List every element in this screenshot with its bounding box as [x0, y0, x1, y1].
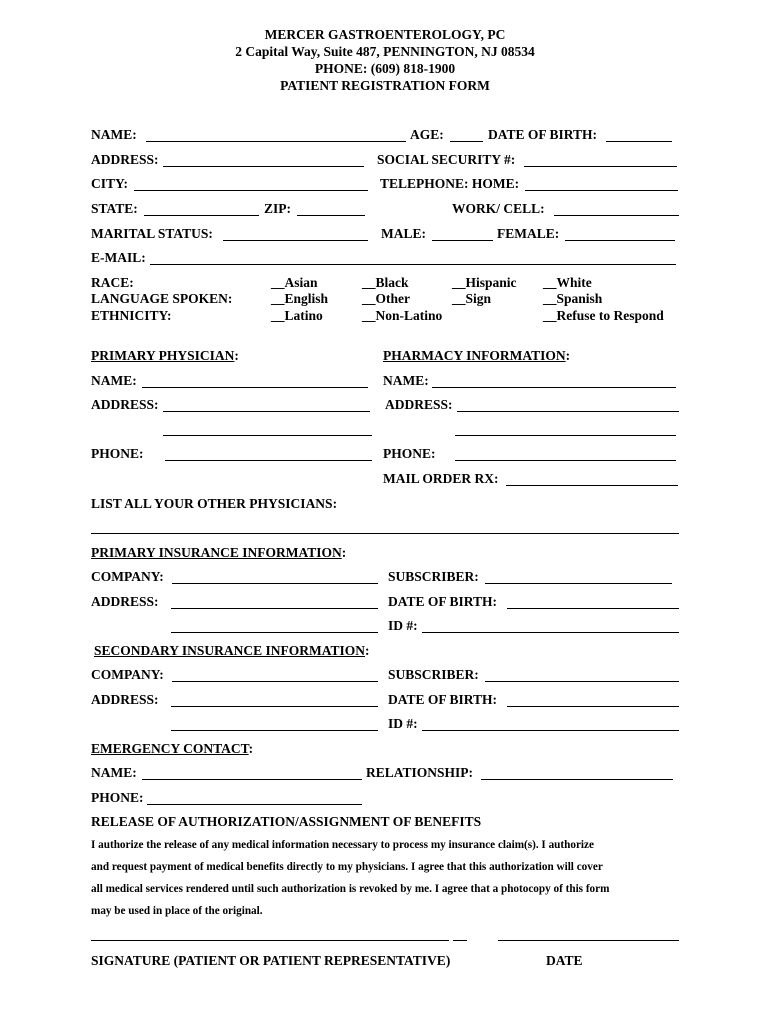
primary-physician-heading: PRIMARY PHYSICIAN:: [91, 348, 239, 363]
emergency-phone-label: PHONE:: [91, 790, 144, 805]
primary-insurance-heading: PRIMARY INSURANCE INFORMATION:: [91, 545, 347, 560]
secondary-dob-field[interactable]: [507, 706, 679, 707]
emergency-heading-text: EMERGENCY CONTACT: [91, 741, 249, 756]
option-sign[interactable]: __Sign: [452, 291, 492, 306]
physician-address-label: ADDRESS:: [91, 397, 159, 412]
option-white[interactable]: __White: [543, 275, 592, 290]
mail-order-field[interactable]: [506, 485, 678, 486]
secondary-subscriber-field[interactable]: [485, 681, 679, 682]
secondary-insurance-heading: SECONDARY INSURANCE INFORMATION:: [94, 643, 370, 658]
primary-address-label: ADDRESS:: [91, 594, 159, 609]
ssn-label: SOCIAL SECURITY #:: [377, 152, 516, 167]
relationship-field[interactable]: [481, 779, 673, 780]
option-english[interactable]: __English: [271, 291, 329, 306]
physician-address-field[interactable]: [163, 411, 370, 412]
option-latino[interactable]: __Latino: [271, 308, 323, 323]
primary-company-field[interactable]: [172, 583, 378, 584]
signature-field-tail: [453, 940, 467, 941]
emergency-heading: EMERGENCY CONTACT:: [91, 741, 254, 756]
primary-insurance-heading-text: PRIMARY INSURANCE INFORMATION: [91, 545, 342, 560]
pharmacy-address-field[interactable]: [457, 411, 679, 412]
primary-address-line2[interactable]: [171, 632, 378, 633]
option-other[interactable]: __Other: [362, 291, 410, 306]
practice-name: MERCER GASTROENTEROLOGY, PC: [264, 27, 506, 42]
other-physicians-field[interactable]: [91, 533, 679, 534]
male-field[interactable]: [432, 240, 493, 241]
age-field[interactable]: [450, 141, 483, 142]
practice-address: 2 Capital Way, Suite 487, PENNINGTON, NJ 08534: [235, 44, 535, 59]
state-field[interactable]: [144, 215, 259, 216]
pharmacy-address-label: ADDRESS:: [385, 397, 453, 412]
marital-label: MARITAL STATUS:: [91, 226, 213, 241]
release-text-line4: may be used in place of the original.: [91, 905, 263, 917]
option-hispanic[interactable]: __Hispanic: [452, 275, 517, 290]
relationship-label: RELATIONSHIP:: [366, 765, 474, 780]
emergency-name-label: NAME:: [91, 765, 137, 780]
practice-phone: PHONE: (609) 818-1900: [314, 61, 456, 76]
primary-physician-heading-text: PRIMARY PHYSICIAN: [91, 348, 235, 363]
female-field[interactable]: [565, 240, 675, 241]
secondary-dob-label: DATE OF BIRTH:: [388, 692, 498, 707]
dob-label: DATE OF BIRTH:: [488, 127, 598, 142]
emergency-name-field[interactable]: [142, 779, 362, 780]
state-label: STATE:: [91, 201, 138, 216]
form-title: PATIENT REGISTRATION FORM: [280, 78, 490, 93]
address-label: ADDRESS:: [91, 152, 159, 167]
physician-name-field[interactable]: [142, 387, 368, 388]
zip-field[interactable]: [297, 215, 365, 216]
release-heading: RELEASE OF AUTHORIZATION/ASSIGNMENT OF BENEFITS: [91, 814, 482, 829]
emergency-phone-field[interactable]: [147, 804, 362, 805]
language-label: LANGUAGE SPOKEN:: [91, 291, 233, 306]
email-field[interactable]: [150, 264, 676, 265]
option-refuse[interactable]: __Refuse to Respond: [543, 308, 664, 323]
date-field[interactable]: [498, 940, 679, 941]
signature-label: SIGNATURE (PATIENT OR PATIENT REPRESENTATIVE): [91, 953, 451, 968]
tel-home-field[interactable]: [525, 190, 678, 191]
physician-address-line2[interactable]: [163, 435, 372, 436]
zip-label: ZIP:: [264, 201, 291, 216]
primary-company-label: COMPANY:: [91, 569, 164, 584]
pharmacy-phone-label: PHONE:: [383, 446, 436, 461]
primary-subscriber-label: SUBSCRIBER:: [388, 569, 479, 584]
secondary-subscriber-label: SUBSCRIBER:: [388, 667, 479, 682]
secondary-company-label: COMPANY:: [91, 667, 164, 682]
primary-address-field[interactable]: [171, 608, 378, 609]
dob-field[interactable]: [606, 141, 672, 142]
secondary-company-field[interactable]: [172, 681, 378, 682]
mail-order-label: MAIL ORDER RX:: [383, 471, 499, 486]
option-spanish[interactable]: __Spanish: [543, 291, 603, 306]
ssn-field[interactable]: [524, 166, 677, 167]
secondary-id-field[interactable]: [422, 730, 679, 731]
pharmacy-phone-field[interactable]: [455, 460, 676, 461]
physician-phone-field[interactable]: [165, 460, 372, 461]
date-label: DATE: [546, 953, 583, 968]
secondary-address-label: ADDRESS:: [91, 692, 159, 707]
secondary-id-label: ID #:: [388, 716, 418, 731]
email-label: E-MAIL:: [91, 250, 146, 265]
race-label: RACE:: [91, 275, 134, 290]
primary-subscriber-field[interactable]: [485, 583, 672, 584]
option-black[interactable]: __Black: [362, 275, 409, 290]
pharmacy-address-line2[interactable]: [455, 435, 676, 436]
city-field[interactable]: [134, 190, 368, 191]
option-non-latino[interactable]: __Non-Latino: [362, 308, 443, 323]
other-physicians-label: LIST ALL YOUR OTHER PHYSICIANS:: [91, 496, 338, 511]
primary-id-label: ID #:: [388, 618, 418, 633]
ethnicity-label: ETHNICITY:: [91, 308, 172, 323]
male-label: MALE:: [381, 226, 426, 241]
secondary-address-line2[interactable]: [171, 730, 378, 731]
pharmacy-heading-text: PHARMACY INFORMATION: [383, 348, 566, 363]
release-text-line1: I authorize the release of any medical information necessary to process my insurance claim(s). I authorize: [91, 839, 594, 851]
name-label: NAME:: [91, 127, 137, 142]
secondary-insurance-heading-text: SECONDARY INSURANCE INFORMATION: [94, 643, 366, 658]
marital-field[interactable]: [223, 240, 368, 241]
physician-phone-label: PHONE:: [91, 446, 144, 461]
release-text-line3: all medical services rendered until such authorization is revoked by me. I agree that a photocopy of this form: [91, 883, 610, 895]
option-asian[interactable]: __Asian: [271, 275, 318, 290]
physician-name-label: NAME:: [91, 373, 137, 388]
pharmacy-name-field[interactable]: [432, 387, 676, 388]
age-label: AGE:: [410, 127, 444, 142]
primary-dob-label: DATE OF BIRTH:: [388, 594, 498, 609]
city-label: CITY:: [91, 176, 129, 191]
signature-field[interactable]: [91, 940, 449, 941]
work-cell-label: WORK/ CELL:: [452, 201, 545, 216]
primary-dob-field[interactable]: [507, 608, 679, 609]
primary-id-field[interactable]: [422, 632, 679, 633]
secondary-address-field[interactable]: [171, 706, 378, 707]
female-label: FEMALE:: [497, 226, 560, 241]
pharmacy-heading: PHARMACY INFORMATION:: [383, 348, 571, 363]
address-field[interactable]: [163, 166, 364, 167]
tel-home-label: TELEPHONE: HOME:: [380, 176, 520, 191]
patient-name-field[interactable]: [146, 141, 406, 142]
pharmacy-name-label: NAME:: [383, 373, 429, 388]
release-text-line2: and request payment of medical benefits directly to my physicians. I agree that this authorization will cover: [91, 861, 603, 873]
work-cell-field[interactable]: [554, 215, 679, 216]
